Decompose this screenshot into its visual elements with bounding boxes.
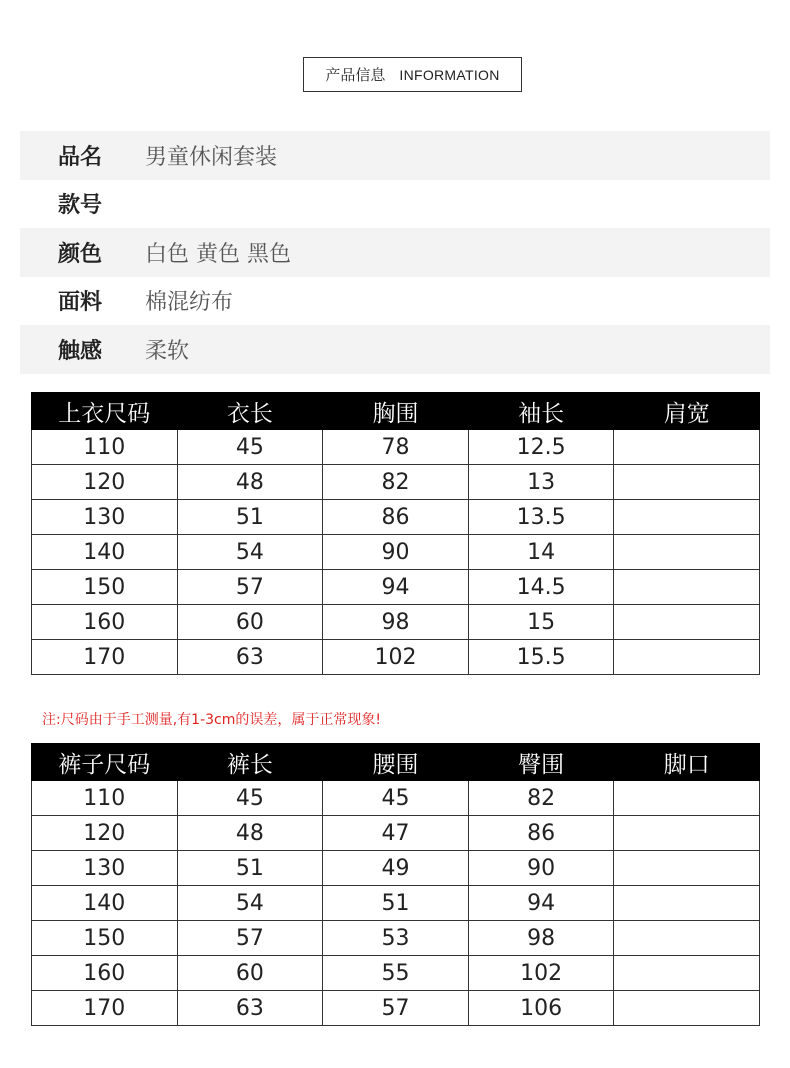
table-cell: 170 xyxy=(32,991,178,1026)
table-cell: 86 xyxy=(323,500,469,535)
table-cell: 78 xyxy=(323,430,469,465)
table-cell: 94 xyxy=(468,886,614,921)
table-cell: 14 xyxy=(468,535,614,570)
table-cell: 110 xyxy=(32,781,178,816)
table-cell: 57 xyxy=(177,921,323,956)
table-cell xyxy=(614,430,760,465)
table-cell: 45 xyxy=(177,430,323,465)
top-size-table xyxy=(31,392,760,675)
table-row xyxy=(32,991,760,1026)
table-cell: 45 xyxy=(177,781,323,816)
table-cell: 54 xyxy=(177,535,323,570)
measurement-note: 注:尺码由于手工测量,有1-3cm的误差，属于正常现象! xyxy=(42,712,381,728)
table-cell xyxy=(614,851,760,886)
table-cell: 63 xyxy=(177,991,323,1026)
table-cell: 57 xyxy=(323,991,469,1026)
table-cell: 63 xyxy=(177,640,323,675)
table-cell: 82 xyxy=(323,465,469,500)
table-cell: 110 xyxy=(32,430,178,465)
info-value: 白色 黄色 黑色 xyxy=(145,241,291,267)
info-row-color xyxy=(20,228,770,277)
table-cell: 15 xyxy=(468,605,614,640)
table-row xyxy=(32,921,760,956)
info-label: 面料 xyxy=(58,290,103,316)
table-cell: 102 xyxy=(468,956,614,991)
header-title-cn: 产品信息 xyxy=(325,66,386,84)
table-cell: 13.5 xyxy=(468,500,614,535)
table-cell: 140 xyxy=(32,886,178,921)
table-cell: 160 xyxy=(32,956,178,991)
table-cell xyxy=(614,605,760,640)
table-cell: 120 xyxy=(32,816,178,851)
table-cell: 98 xyxy=(323,605,469,640)
table-cell: 160 xyxy=(32,605,178,640)
table-row xyxy=(32,500,760,535)
table-cell: 82 xyxy=(468,781,614,816)
info-value: 柔软 xyxy=(145,338,190,364)
table-row xyxy=(32,816,760,851)
header-title-en: INFORMATION xyxy=(399,66,500,83)
table-cell xyxy=(614,991,760,1026)
table-cell: 94 xyxy=(323,570,469,605)
table-cell xyxy=(614,640,760,675)
table-cell: 55 xyxy=(323,956,469,991)
table-row xyxy=(32,851,760,886)
table-cell: 14.5 xyxy=(468,570,614,605)
product-info xyxy=(20,131,770,374)
column-header: 袖长 xyxy=(468,393,614,430)
table-cell: 53 xyxy=(323,921,469,956)
table-cell: 13 xyxy=(468,465,614,500)
column-header: 臀围 xyxy=(468,744,614,781)
table-cell: 86 xyxy=(468,816,614,851)
table-cell xyxy=(614,465,760,500)
table-cell: 45 xyxy=(323,781,469,816)
info-label: 品名 xyxy=(58,144,103,170)
table-row xyxy=(32,465,760,500)
table-cell: 102 xyxy=(323,640,469,675)
table-row xyxy=(32,956,760,991)
table-cell: 48 xyxy=(177,465,323,500)
table-cell xyxy=(614,570,760,605)
table-row xyxy=(32,781,760,816)
info-row-feel xyxy=(20,325,770,374)
table-cell: 51 xyxy=(177,851,323,886)
column-header: 衣长 xyxy=(177,393,323,430)
table-cell: 150 xyxy=(32,921,178,956)
table-row xyxy=(32,570,760,605)
table-row xyxy=(32,605,760,640)
table-cell: 60 xyxy=(177,605,323,640)
table-cell xyxy=(614,535,760,570)
table-cell xyxy=(614,921,760,956)
table-cell: 90 xyxy=(468,851,614,886)
table-cell: 57 xyxy=(177,570,323,605)
table-row xyxy=(32,886,760,921)
table-cell: 54 xyxy=(177,886,323,921)
section-header xyxy=(303,57,522,92)
pants-size-table xyxy=(31,743,760,1026)
table-cell: 130 xyxy=(32,851,178,886)
info-value: 棉混纺布 xyxy=(145,290,234,316)
info-row-fabric xyxy=(20,277,770,326)
table-cell: 106 xyxy=(468,991,614,1026)
table-cell: 12.5 xyxy=(468,430,614,465)
info-row-name xyxy=(20,131,770,180)
table-cell: 49 xyxy=(323,851,469,886)
table-cell: 51 xyxy=(323,886,469,921)
table-row xyxy=(32,430,760,465)
table-cell: 48 xyxy=(177,816,323,851)
column-header: 裤长 xyxy=(177,744,323,781)
table-cell xyxy=(614,781,760,816)
info-label: 颜色 xyxy=(58,241,103,267)
column-header: 胸围 xyxy=(323,393,469,430)
info-label: 触感 xyxy=(58,338,103,364)
table-cell xyxy=(614,816,760,851)
table-cell: 150 xyxy=(32,570,178,605)
table-cell: 90 xyxy=(323,535,469,570)
table-cell: 51 xyxy=(177,500,323,535)
table-cell: 98 xyxy=(468,921,614,956)
column-header: 脚口 xyxy=(614,744,760,781)
table-header-row xyxy=(32,393,760,430)
info-label: 款号 xyxy=(58,193,103,219)
column-header: 腰围 xyxy=(323,744,469,781)
table-cell xyxy=(614,500,760,535)
column-header: 裤子尺码 xyxy=(32,744,178,781)
column-header: 上衣尺码 xyxy=(32,393,178,430)
table-cell: 60 xyxy=(177,956,323,991)
table-cell: 170 xyxy=(32,640,178,675)
table-cell: 120 xyxy=(32,465,178,500)
table-cell: 15.5 xyxy=(468,640,614,675)
table-cell: 47 xyxy=(323,816,469,851)
table-cell xyxy=(614,886,760,921)
table-cell: 130 xyxy=(32,500,178,535)
table-header-row xyxy=(32,744,760,781)
table-cell xyxy=(614,956,760,991)
table-cell: 140 xyxy=(32,535,178,570)
column-header: 肩宽 xyxy=(614,393,760,430)
table-row xyxy=(32,640,760,675)
info-value: 男童休闲套装 xyxy=(145,144,278,170)
table-row xyxy=(32,535,760,570)
info-row-style-no xyxy=(20,180,770,229)
